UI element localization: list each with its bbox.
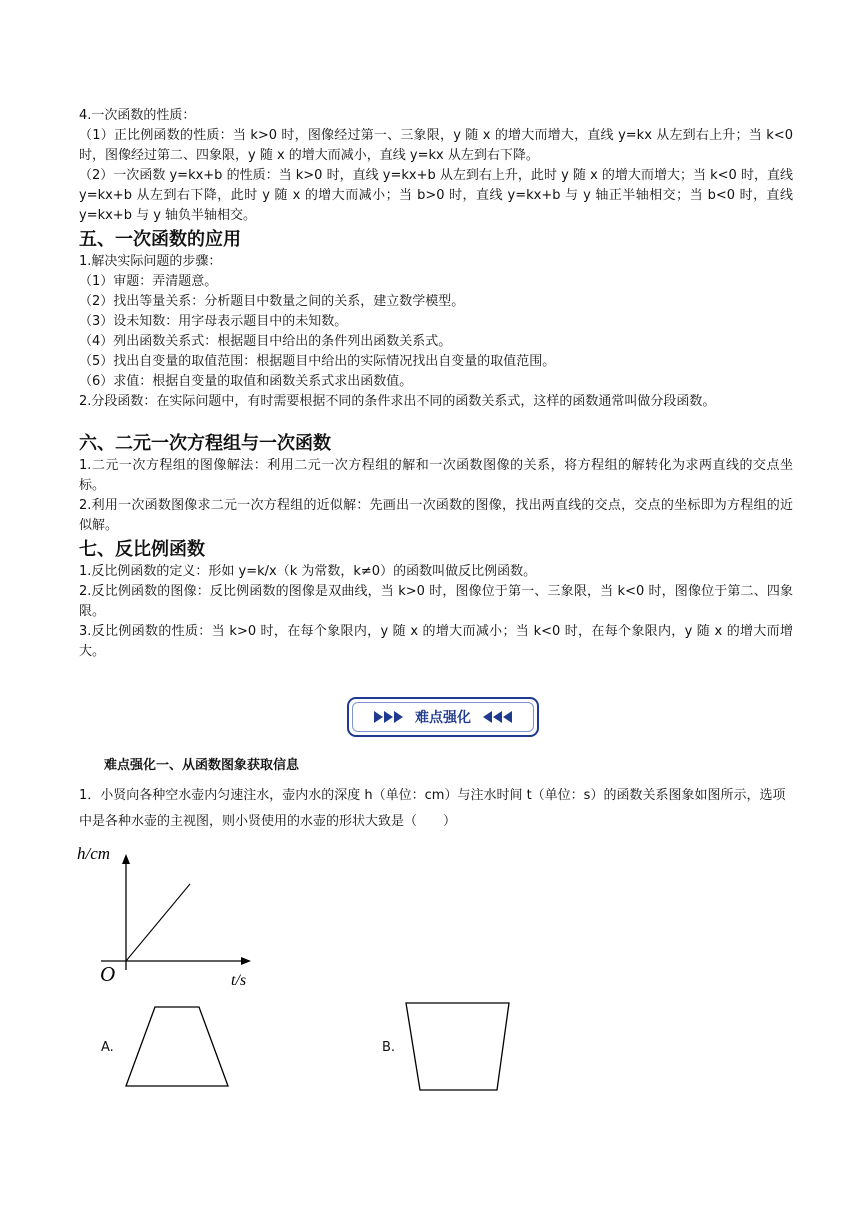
- section-5-item: （5）找出自变量的取值范围：根据题目中给出的实际情况找出自变量的取值范围。: [79, 354, 556, 369]
- section-6-equations: [79, 432, 793, 536]
- section-4-title: 4.一次函数的性质：: [79, 108, 196, 123]
- right-arrows-icon: [374, 711, 403, 723]
- x-axis-label: t/s: [231, 972, 247, 989]
- section-7-item: 2.反比例函数的图像：反比例函数的图像是双曲线，当 k>0 时，图像位于第一、三象限，当 k<0 时，图像位于第二、四象限。: [79, 584, 793, 619]
- section-4-paragraph-2: （2）一次函数 y=kx+b 的性质：当 k>0 时，直线 y=kx+b 从左到右上升，此时 y 随 x 的增大而增大；当 k<0 时，直线 y=kx+b 从左到右下降，此时 y 随 x 的增大而减小；当 b>0 时，直线 y=kx+b 与 y 轴正半轴相交；当 b<0 时，直线 y=kx+b 与 y 轴负半轴相交。: [79, 168, 793, 223]
- function-graph: [75, 840, 275, 990]
- section-5-item: （1）审题：弄清题意。: [79, 274, 218, 289]
- key-points-banner: [347, 697, 539, 737]
- y-axis-arrow-icon: [122, 854, 130, 864]
- section-5-item: 1.解决实际问题的步骤：: [79, 254, 222, 269]
- question-1: [79, 783, 793, 835]
- section-4-paragraph-1: （1）正比例函数的性质：当 k>0 时，图像经过第一、三象限，y 随 x 的增大而增大，直线 y=kx 从左到右上升；当 k<0 时，图像经过第二、四象限，y 随 x 的增大而减小，直线 y=kx 从左到右下降。: [79, 128, 793, 163]
- section-5-item: （6）求值：根据自变量的取值和函数关系式求出函数值。: [79, 374, 413, 389]
- banner-title: 难点强化: [415, 710, 471, 726]
- section-6-item: 2.利用一次函数图像求二元一次方程组的近似解：先画出一次函数的图像，找出两直线的交点，交点的坐标即为方程组的近似解。: [79, 498, 793, 533]
- x-axis-arrow-icon: [241, 957, 251, 965]
- subheading: 难点强化一、从函数图象获取信息: [104, 758, 300, 773]
- section-5-heading: 五、一次函数的应用: [79, 229, 241, 250]
- section-5-item: 2.分段函数：在实际问题中，有时需要根据不同的条件求出不同的函数关系式，这样的函数通常叫做分段函数。: [79, 394, 716, 409]
- section-5-item: （2）找出等量关系：分析题目中数量之间的关系，建立数学模型。: [79, 294, 465, 309]
- origin-label: O: [100, 962, 116, 986]
- section-5-item: （4）列出函数关系式：根据题目中给出的条件列出函数关系式。: [79, 334, 452, 349]
- option-a-kettle-shape[interactable]: [122, 1003, 232, 1093]
- option-a-label[interactable]: A.: [101, 1040, 114, 1055]
- section-7-heading: 七、反比例函数: [79, 539, 205, 560]
- left-arrows-icon: [483, 711, 512, 723]
- section-7-item: 1.反比例函数的定义：形如 y=k/x（k 为常数，k≠0）的函数叫做反比例函数。: [79, 564, 537, 579]
- section-7-item: 3.反比例函数的性质：当 k>0 时，在每个象限内，y 随 x 的增大而减小；当 k<0 时，在每个象限内，y 随 x 的增大而增大。: [79, 624, 793, 659]
- section-4-properties: [79, 106, 793, 226]
- option-b-kettle-shape[interactable]: [402, 1000, 514, 1095]
- section-5-application: [79, 228, 793, 412]
- section-5-item: （3）设未知数：用字母表示题目中的未知数。: [79, 314, 348, 329]
- section-6-item: 1.二元一次方程组的图像解法：利用二元一次方程组的解和一次函数图像的关系，将方程组的解转化为求两直线的交点坐标。: [79, 458, 793, 493]
- y-axis-label: h/cm: [77, 844, 111, 863]
- section-6-heading: 六、二元一次方程组与一次函数: [79, 433, 331, 454]
- graph-line: [126, 884, 190, 961]
- question-text: 1．小贤向各种空水壶内匀速注水，壶内水的深度 h（单位：cm）与注水时间 t（单位：s）的函数关系图象如图所示，选项中是各种水壶的主视图，则小贤使用的水壶的形状大致是（ ）: [79, 788, 786, 829]
- option-b-label[interactable]: B.: [382, 1040, 396, 1055]
- section-7-inverse-proportion: [79, 538, 793, 662]
